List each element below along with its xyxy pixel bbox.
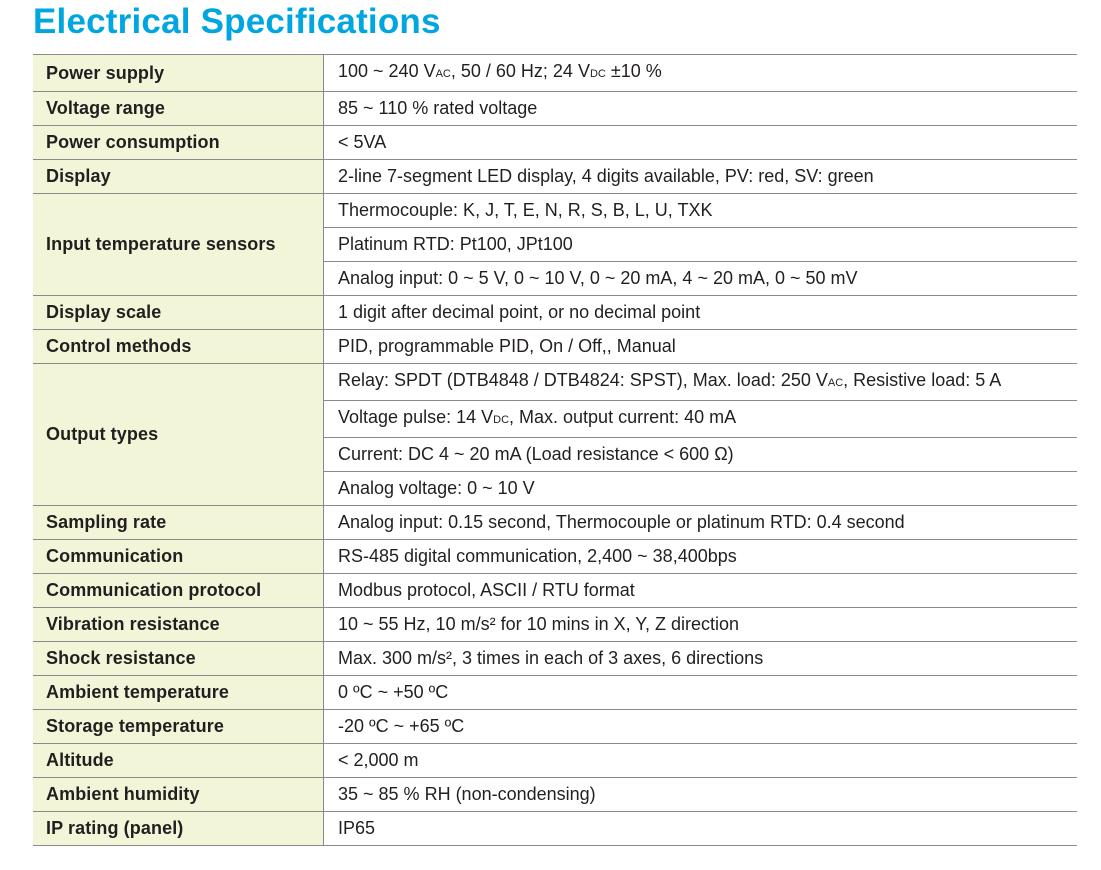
spec-value-text: Relay: SPDT (DTB4848 / DTB4824: SPST), Max. load: 250 V (338, 370, 828, 390)
table-row (33, 540, 1077, 574)
spec-value (324, 55, 1078, 92)
spec-value-text: Thermocouple: K, J, T, E, N, R, S, B, L, U, TXK (338, 200, 713, 220)
spec-label: IP rating (panel) (33, 812, 324, 846)
spec-label: Sampling rate (33, 506, 324, 540)
spec-value (324, 642, 1078, 676)
table-row (33, 194, 1077, 228)
spec-label: Ambient temperature (33, 676, 324, 710)
spec-label: Vibration resistance (33, 608, 324, 642)
spec-value-text: Analog input: 0 ~ 5 V, 0 ~ 10 V, 0 ~ 20 mA, 4 ~ 20 mA, 0 ~ 50 mV (338, 268, 858, 288)
spec-value (324, 262, 1078, 296)
spec-label: Power consumption (33, 126, 324, 160)
table-row (33, 92, 1077, 126)
spec-value-text: < 2,000 m (338, 750, 419, 770)
table-row (33, 778, 1077, 812)
spec-value-text: Analog voltage: 0 ~ 10 V (338, 478, 535, 498)
spec-value-text: IP65 (338, 818, 376, 838)
table-row (33, 126, 1077, 160)
table-row (33, 642, 1077, 676)
table-row (33, 506, 1077, 540)
spec-value-text: 1 digit after decimal point, or no decimal point (338, 302, 701, 322)
spec-value (324, 160, 1078, 194)
spec-value (324, 330, 1078, 364)
table-row (33, 744, 1077, 778)
table-row (33, 296, 1077, 330)
spec-value-text: Current: DC 4 ~ 20 mA (Load resistance < 600 Ω) (338, 444, 734, 464)
spec-value-text: ±10 % (605, 61, 662, 81)
spec-label: Communication (33, 540, 324, 574)
spec-value-subscript: AC (435, 68, 451, 80)
spec-label: Shock resistance (33, 642, 324, 676)
specifications-table-body (33, 55, 1077, 846)
spec-label: Output types (33, 364, 324, 506)
spec-value-text: < 5VA (338, 132, 387, 152)
table-row (33, 676, 1077, 710)
spec-value (324, 364, 1078, 401)
table-row (33, 608, 1077, 642)
spec-label: Communication protocol (33, 574, 324, 608)
table-row (33, 574, 1077, 608)
spec-label: Input temperature sensors (33, 194, 324, 296)
spec-label: Ambient humidity (33, 778, 324, 812)
table-row (33, 55, 1077, 92)
spec-label: Display scale (33, 296, 324, 330)
spec-value-subscript: AC (827, 377, 844, 389)
spec-value-text: 10 ~ 55 Hz, 10 m/s² for 10 mins in X, Y, Z direction (338, 614, 740, 634)
spec-value-text: Platinum RTD: Pt100, JPt100 (338, 234, 573, 254)
spec-label: Power supply (33, 55, 324, 92)
spec-value-text: Analog input: 0.15 second, Thermocouple or platinum RTD: 0.4 second (338, 512, 905, 532)
spec-value (324, 296, 1078, 330)
spec-value (324, 676, 1078, 710)
spec-value-text: 0 ºC ~ +50 ºC (338, 682, 449, 702)
spec-value (324, 778, 1078, 812)
table-row (33, 330, 1077, 364)
spec-label: Display (33, 160, 324, 194)
table-row (33, 364, 1077, 401)
spec-value-text: 35 ~ 85 % RH (non-condensing) (338, 784, 596, 804)
spec-value-text: Modbus protocol, ASCII / RTU format (338, 580, 635, 600)
spec-value-text: PID, programmable PID, On / Off,, Manual (338, 336, 676, 356)
table-row (33, 710, 1077, 744)
spec-label: Storage temperature (33, 710, 324, 744)
table-row (33, 160, 1077, 194)
spec-value (324, 506, 1078, 540)
spec-value (324, 228, 1078, 262)
spec-value (324, 438, 1078, 472)
spec-value (324, 401, 1078, 438)
spec-value-text: Voltage pulse: 14 V (338, 407, 494, 427)
spec-value-text: 2-line 7-segment LED display, 4 digits available, PV: red, SV: green (338, 166, 874, 186)
spec-value-text: 100 ~ 240 V (338, 61, 436, 81)
spec-label: Control methods (33, 330, 324, 364)
spec-value-subscript: DC (493, 414, 510, 426)
specifications-table (33, 54, 1077, 846)
spec-value (324, 540, 1078, 574)
spec-value-subscript: DC (589, 68, 606, 80)
spec-value-text: 85 ~ 110 % rated voltage (338, 98, 538, 118)
spec-value (324, 744, 1078, 778)
spec-value (324, 608, 1078, 642)
spec-label: Voltage range (33, 92, 324, 126)
spec-value-text: , Resistive load: 5 A (843, 370, 1002, 390)
page-title: Electrical Specifications (33, 2, 441, 41)
spec-value (324, 812, 1078, 846)
spec-value (324, 710, 1078, 744)
spec-value (324, 574, 1078, 608)
spec-value (324, 126, 1078, 160)
spec-value (324, 194, 1078, 228)
spec-value-text: , 50 / 60 Hz; 24 V (450, 61, 590, 81)
spec-value (324, 472, 1078, 506)
spec-value-text: -20 ºC ~ +65 ºC (338, 716, 465, 736)
spec-value (324, 92, 1078, 126)
spec-label: Altitude (33, 744, 324, 778)
spec-value-text: , Max. output current: 40 mA (509, 407, 737, 427)
spec-value-text: Max. 300 m/s², 3 times in each of 3 axes, 6 directions (338, 648, 764, 668)
spec-value-text: RS-485 digital communication, 2,400 ~ 38,400bps (338, 546, 737, 566)
table-row (33, 812, 1077, 846)
